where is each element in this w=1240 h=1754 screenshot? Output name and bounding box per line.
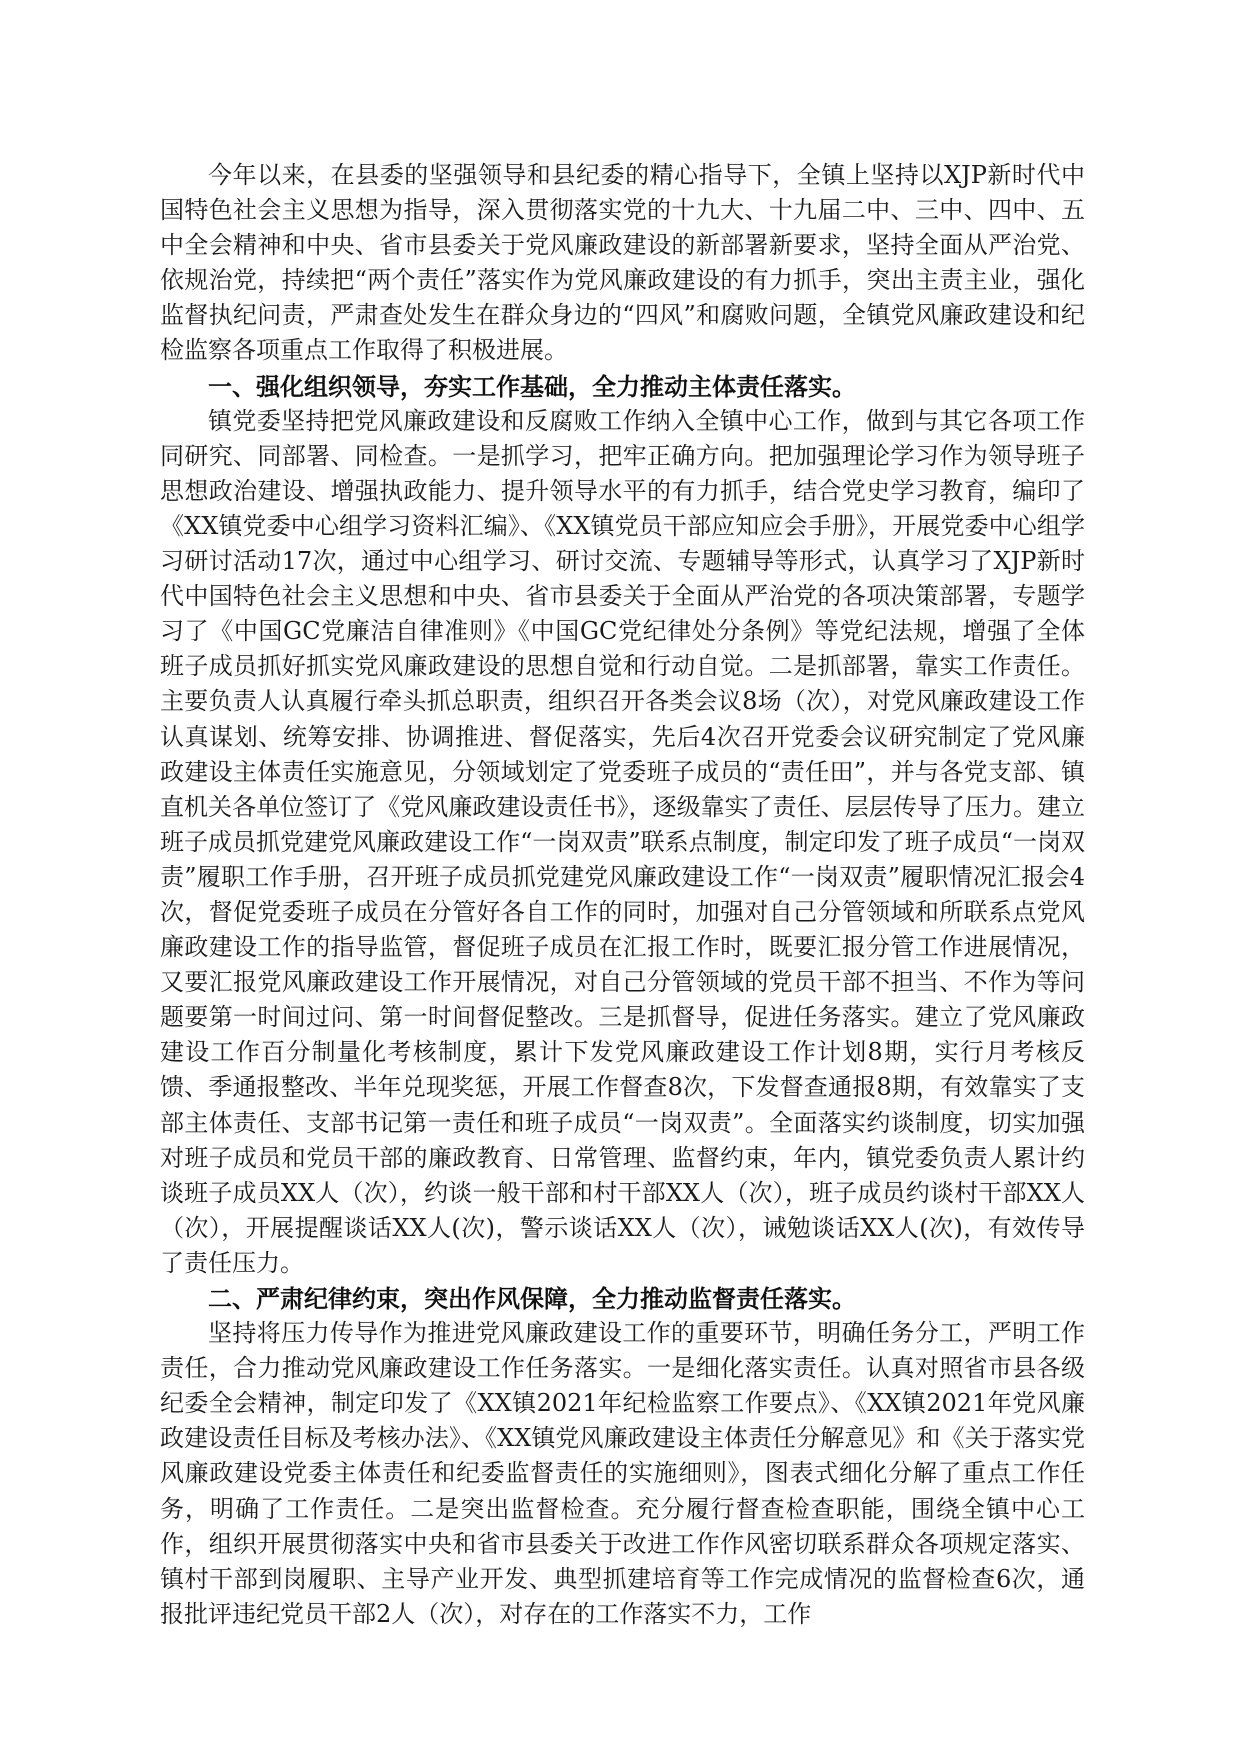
document-body	[160, 158, 1085, 1632]
section-heading-1: 一、强化组织领导，夯实工作基础，全力推动主体责任落实。	[208, 371, 856, 401]
section-2-paragraph: 坚持将压力传导作为推进党风廉政建设工作的重要环节，明确任务分工，严明工作责任，合力推动党风廉政建设工作任务落实。一是细化落实责任。认真对照省市县各级纪委全会精神，制定印发了《XX镇2021年纪检监察工作要点》、《XX镇2021年党风廉政建设责任目标及考核办法》、《XX镇党风廉政建设主体责任分解意见》和《关于落实党风廉政建设党委主体责任和纪委监督责任的实施细则》，图表式细化分解了重点工作任务，明确了工作责任。二是突出监督检查。充分履行督查检查职能，围绕全镇中心工作，组织开展贯彻落实中央和省市县委关于改进工作作风密切联系群众各项规定落实、镇村干部到岗履职、主导产业开发、典型抓建培育等工作完成情况的监督检查6次，通报批评违纪党员干部2人（次），对存在的工作落实不力，工作	[160, 1319, 1085, 1628]
section-1-paragraph: 镇党委坚持把党风廉政建设和反腐败工作纳入全镇中心工作，做到与其它各项工作同研究、同部署、同检查。一是抓学习，把牢正确方向。把加强理论学习作为领导班子思想政治建设、增强执政能力、提升领导水平的有力抓手，结合党史学习教育，编印了《XX镇党委中心组学习资料汇编》、《XX镇党员干部应知应会手册》，开展党委中心组学习研讨活动17次，通过中心组学习、研讨交流、专题辅导等形式，认真学习了XJP新时代中国特色社会主义思想和中央、省市县委关于全面从严治党的各项决策部署，专题学习了《中国GC党廉洁自律准则》《中国GC党纪律处分条例》等党纪法规，增强了全体班子成员抓好抓实党风廉政建设的思想自觉和行动自觉。二是抓部署，靠实工作责任。主要负责人认真履行牵头抓总职责，组织召开各类会议8场（次），对党风廉政建设工作认真谋划、统筹安排、协调推进、督促落实，先后4次召开党委会议研究制定了党风廉政建设主体责任实施意见，分领域划定了党委班子成员的“责任田”，并与各党支部、镇直机关各单位签订了《党风廉政建设责任书》，逐级靠实了责任、层层传导了压力。建立班子成员抓党建党风廉政建设工作“一岗双责”联系点制度，制定印发了班子成员“一岗双责”履职工作手册，召开班子成员抓党建党风廉政建设工作“一岗双责”履职情况汇报会4次，督促党委班子成员在分管好各自工作的同时，加强对自己分管领域和所联系点党风廉政建设工作的指导监管，督促班子成员在汇报工作时，既要汇报分管工作进展情况，又要汇报党风廉政建设工作开展情况，对自己分管领域的党员干部不担当、不作为等问题要第一时间过问、第一时间督促整改。三是抓督导，促进任务落实。建立了党风廉政建设工作百分制量化考核制度，累计下发党风廉政建设工作计划8期，实行月考核反馈、季通报整改、半年兑现奖惩，开展工作督查8次，下发督查通报8期，有效靠实了支部主体责任、支部书记第一责任和班子成员“一岗双责”。全面落实约谈制度，切实加强对班子成员和党员干部的廉政教育、日常管理、监督约束，年内，镇党委负责人累计约谈班子成员XX人（次），约谈一般干部和村干部XX人（次），班子成员约谈村干部XX人（次），开展提醒谈话XX人(次)，警示谈话XX人（次），诫勉谈话XX人(次)，有效传导了责任压力。	[160, 406, 1085, 1277]
section-heading-2: 二、严肃纪律约束，突出作风保障，全力推动监督责任落实。	[208, 1284, 856, 1313]
intro-paragraph: 今年以来，在县委的坚强领导和县纪委的精心指导下，全镇上坚持以XJP新时代中国特色社会主义思想为指导，深入贯彻落实党的十九大、十九届二中、三中、四中、五中全会精神和中央、省市县委关于党风廉政建设的新部署新要求，坚持全面从严治党、依规治党，持续把“两个责任”落实作为党风廉政建设的有力抓手，突出主责主业，强化监督执纪问责，严肃查处发生在群众身边的“四风”和腐败问题，全镇党风廉政建设和纪检监察各项重点工作取得了积极进展。	[160, 161, 1085, 365]
